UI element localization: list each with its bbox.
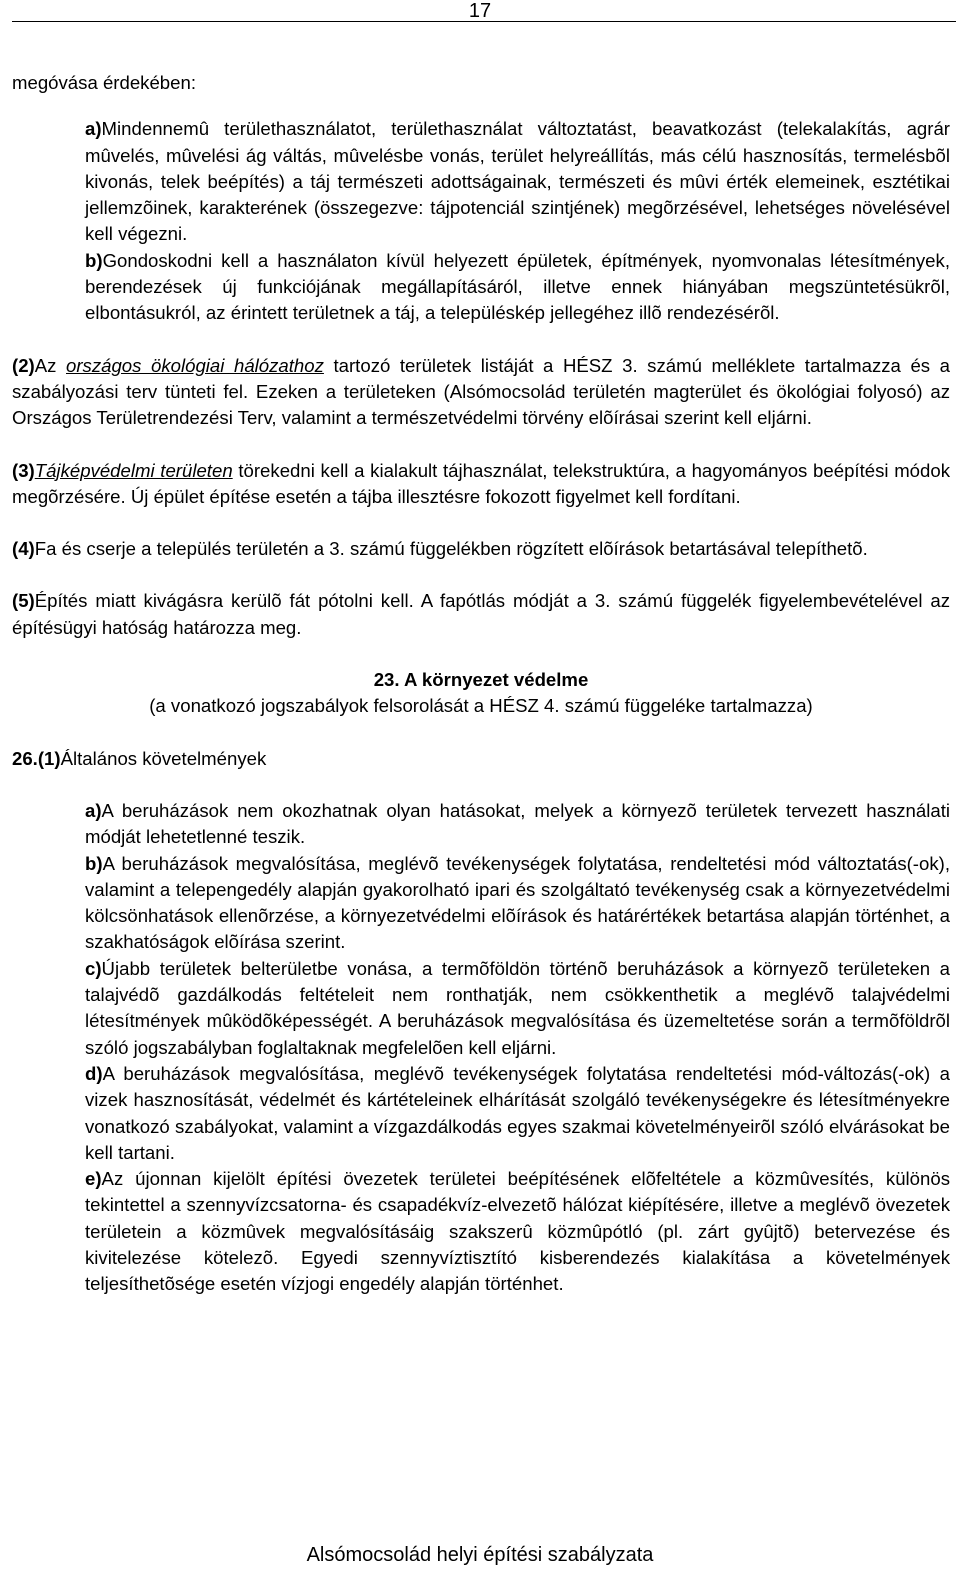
paragraph-5: [12, 588, 950, 641]
list-item-text: Gondoskodni kell a használaton kívül helyezett épületek, építmények, nyomvonalas létesítmények, berendezések új funkciójának megállapításáról, illetve ennek hiányában megszüntetésükrõl, elbontásukról, az érintett területnek a táj, a településkép jellegéhez illõ rendezésérõl.: [85, 249, 950, 324]
list-item-label: a): [85, 799, 102, 821]
list-item-text: Az újonnan kijelölt építési övezetek területei beépítésének elõfeltétele a közmûvesítés, különös tekintettel a szennyvízcsatorna- és csapadékvíz-elvezetõ hálózat kiépítésére, illetve a meglévõ övezetek területein a közmûvek megvalósításáig szakszerû közmûpótló (pl. zárt gyûjtõ) betervezése és kivitelezése kötelezõ. Egyedi szennyvíztisztító kisberendezés kialakítása a követelmények teljesíthetõsége esetén vízjogi engedély alapján történhet.: [85, 1168, 950, 1295]
list-item-e: [85, 1166, 950, 1297]
list-item-text: A beruházások megvalósítása, meglévõ tevékenységek folytatása, rendeltetési mód változtatás(-ok), valamint a telepengedély alapján gyakorolható ipari és szolgáltató tevékenység csak a környezetvédelmi kölcsönhatások ellenõrzése, a környezetvédelmi elõírások és határértékek betartása alapján történhet, a szakhatóságok elõírása szerint.: [85, 852, 950, 953]
paragraph-label: (1): [37, 747, 61, 769]
list-item-label: d): [85, 1062, 103, 1084]
list-item-b: [85, 851, 950, 956]
paragraph-text: Fa és cserje a település területén a 3. számú függelékben rögzített elõírások betartásával telepíthetõ.: [34, 538, 868, 560]
list-item-label: a): [85, 118, 102, 140]
list-item-label: c): [85, 957, 102, 979]
paragraph-text: Az: [34, 354, 66, 376]
paragraph-3: [12, 458, 950, 511]
list-item-a: [85, 116, 950, 247]
paragraph-text: Építés miatt kivágásra kerülõ fát pótolni kell. A fapótlás módját a 3. számú függelék figyelembevételével az építésügyi hatóság határozza meg.: [12, 590, 950, 638]
paragraph-label: (4): [12, 538, 35, 560]
list-item-label: e): [85, 1168, 102, 1190]
list-item-d: [85, 1061, 950, 1166]
page-number: 17: [468, 0, 492, 22]
section-title-text: 23. A környezet védelme: [373, 669, 589, 691]
intro-text: megóvása érdekében:: [12, 72, 196, 93]
list-item-label: b): [85, 852, 103, 874]
article-number: 26.: [12, 747, 38, 769]
paragraph-2: [12, 353, 950, 432]
header-rule: [12, 21, 956, 22]
landscape-protection-link[interactable]: Tájképvédelmi területen: [34, 459, 233, 481]
list-item-a: [85, 798, 950, 851]
document-body: [12, 70, 950, 1298]
article-26-heading: [12, 746, 950, 772]
list-item-c: [85, 956, 950, 1061]
page-footer: Alsómocsolád helyi építési szabályzata: [306, 1544, 654, 1566]
list-item-text: A beruházások nem okozhatnak olyan hatásokat, melyek a környezõ területek tervezett használati módját lehetetlenné teszik.: [85, 799, 950, 848]
list-item-text: A beruházások megvalósítása, meglévõ tevékenységek folytatása rendeltetési mód-változás(-ok) a vizek hasznosítását, védelmét és kártételeinek elhárítását szolgáló tevékenységekre és létesítményekre vonatkozó szabályokat, valamint a vízgazdálkodás egyes szakmai követelményeirõl szóló elvárásokat be kell tartani.: [85, 1062, 950, 1163]
paragraph-text: törekedni kell a kialakult tájhasználat, telekstruktúra, a hagyományos beépítési módok megõrzésére. Új épület építése esetén a tájba illesztésre fokozott figyelmet kell fordítani.: [12, 459, 951, 507]
list-item-b: [85, 248, 950, 327]
paragraph-text: tartozó területek listáját a HÉSZ 3. számú melléklete tartalmazza és a szabályozási terv tünteti fel. Ezeken a területeken (Alsómocsolád területén magterület és ökológiai folyosó) az Országos Területrendezési Terv, valamint a természetvédelmi törvény elõírásai szerint kell eljárni.: [12, 354, 950, 429]
list-item-label: b): [85, 249, 103, 271]
ecological-network-link[interactable]: országos ökológiai hálózathoz: [66, 354, 324, 376]
list-item-text: Újabb területek belterületbe vonása, a termõföldön történõ beruházások a környezõ területeken a talajvédõ gazdálkodás feltételeit nem ronthatják, nem csökkenthetik a meglévõ talajvédelmi létesítmények mûködõképességét. A beruházások megvalósítása és üzemeltetése során a termõföldrõl szóló jogszabályban foglaltaknak megfelelõen kell eljárni.: [85, 957, 950, 1058]
list-item-text: Mindennemû területhasználatot, területhasználat változtatást, beavatkozást (telekalakítás, agrár mûvelés, mûvelési ág váltás, mûvelésbe vonás, terület helyreállítás, más célú hasznosítás, termelésbõl kivonás, telek beépítés) a táj természeti adottságainak, természeti és mûvi érték elemeinek, esztétikai jellemzõinek, karakterének (összegezve: tájpotenciál szintjének) megõrzésével, lehetséges növelésével kell végezni.: [85, 118, 950, 245]
paragraph-label: (5): [12, 590, 35, 612]
paragraph-label: (2): [12, 354, 35, 376]
section-subtitle: (a vonatkozó jogszabályok felsorolását a HÉSZ 4. számú függeléke tartalmazza): [149, 695, 813, 717]
paragraph-4: [12, 536, 950, 562]
article-heading-text: Általános követelmények: [60, 747, 267, 769]
section-title: [12, 667, 950, 693]
paragraph-label: (3): [12, 459, 35, 481]
